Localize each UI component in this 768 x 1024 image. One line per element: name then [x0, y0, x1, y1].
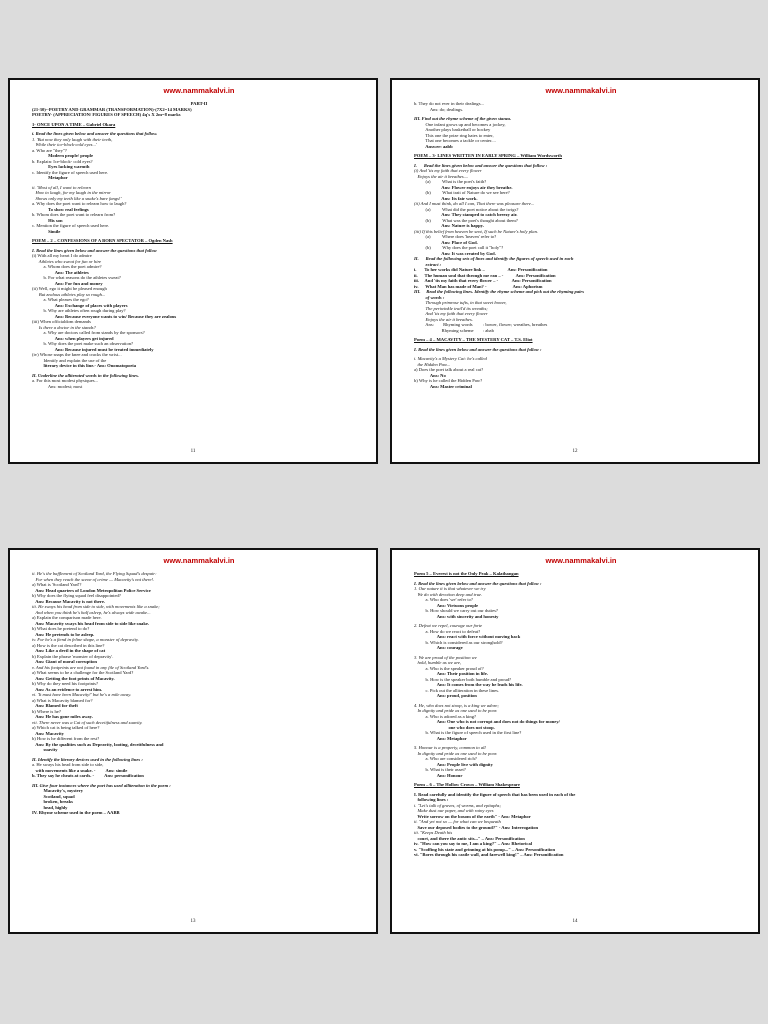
text-line: b. Why are athletes often rough during play? — [32, 308, 126, 313]
text-line: Ans: react with force without moving back — [414, 634, 521, 639]
text-line: III. Find out the rhyme scheme of the given stanza. — [414, 116, 512, 121]
text-line: Poem 5 – Everest is not the Only Peak – Kalathangan — [414, 571, 519, 576]
text-line: Poem – 6 – The Hollow Crown – William Shakespeare — [414, 782, 520, 787]
text-line: One infant grows up and becomes a jockey, — [414, 121, 506, 127]
text-line: iii. He sways his head from side to side, with movements like a snake; — [32, 604, 160, 609]
text-line: I. Read the lines given below and answer the questions that follow : — [414, 346, 542, 352]
text-line: The periwinkle trail'd its wreaths; — [414, 305, 488, 311]
text-line: PART-II — [190, 101, 208, 106]
page-number: 14 — [572, 919, 578, 924]
text-line: (ii) Well, ego it might be pleased enough — [32, 286, 107, 291]
text-line: court, and there the antic sits..." – Ans: Personification — [414, 835, 525, 841]
text-line: Ans: Nature is happy. — [414, 223, 484, 228]
text-line: That one becomes a tackle or center.... — [414, 138, 496, 143]
text-line: (a) What did the poet notice about the twigs? — [414, 206, 519, 212]
text-line: Ans: Blamed for theft — [32, 703, 78, 708]
text-line: I. Read carefully and identify the figure of speech that has been used in each of the — [414, 791, 576, 797]
text-line: a. Who are considered rich? — [414, 756, 477, 761]
text-line: ii. 'Most of all, I want to relearn — [32, 184, 91, 190]
text-line: Make dust our paper, and with rainy eyes — [414, 808, 494, 813]
text-line: vi. "Bores through his castle wall, and farewell king!" – Ans: Personification — [414, 852, 564, 857]
text-line: (i) And 'tis my faith that every flower — [414, 168, 482, 173]
text-line: Enjoys the air it breathes. — [414, 316, 473, 322]
text-line: a. Who is adored as a king? — [414, 713, 477, 719]
text-line: head, highly — [32, 804, 68, 810]
text-line: Ans: Their position in life. — [414, 671, 488, 676]
text-line: iv. What Man has made of Man? - Ans: Aphorism — [414, 283, 543, 289]
text-line: Rhyming scheme : abab — [414, 327, 494, 333]
text-line: of words : — [414, 294, 445, 300]
page-12 — [390, 78, 760, 464]
text-line: Ans: Macavity sways his head from side to side like snake. — [32, 620, 150, 626]
text-line: Ans: proud, position — [414, 693, 477, 698]
text-line: (iii) When officialdom demands — [32, 319, 91, 324]
text-line: a. What pleases the ego? — [32, 297, 89, 302]
text-line: 1. Our nature it is that whatever we try — [414, 586, 486, 591]
text-line: (b) What was the poet's thought about them? — [414, 217, 518, 223]
text-line: Ans: Master criminal — [414, 383, 472, 389]
text-line: iii. "Keeps Death his — [414, 830, 453, 835]
text-line: b. What is the figure of speech used in the first line? — [414, 730, 522, 735]
text-line: a) What seems to be a challenge for the Scotland Yard? — [32, 670, 134, 675]
text-line: Ans: For fun and money — [32, 280, 103, 286]
text-line: Ans: Giant of moral corruption — [32, 659, 97, 664]
text-line: a. Who are "they"? — [32, 147, 67, 153]
text-line: Ans: Head quarters of London Metropolitan Police Service — [32, 587, 151, 593]
text-line: Save our deposed bodies to the ground?" - Ans: Interrogation — [414, 824, 539, 830]
text-line: Ans: Rhyming words : bower, flower; wreathes, breathes — [414, 322, 548, 327]
text-line: POETRY- (APPRECIATION/ FIGURES OF SPEECH) 4q's X 2m=8 marks — [32, 112, 181, 117]
text-line: iv. "How can you say to me, I am a king?" – Ans: Rhetorical — [414, 841, 533, 846]
text-line: II. Underline the alliterated words in the following lines. — [32, 372, 139, 378]
text-line: (ii) And I must think, do all I can, That there was pleasure there... — [414, 201, 535, 206]
text-line: 3. We are proud of the position we — [414, 654, 477, 660]
text-line: a. Who is the speaker proud of? — [414, 665, 484, 671]
text-line: POEM – 2 – CONFESSIONS OF A BORN SPECTATOR – Ogden Nash — [32, 238, 173, 243]
text-line: c. Pick out the alliteration in these lines. — [414, 687, 500, 693]
text-line: hold, humble as we are, — [414, 660, 462, 665]
text-line: i. "Let's talk of graves, of worms, and epitaphs; — [414, 802, 502, 808]
text-line: b. Why does the poet make such an observation? — [32, 341, 134, 346]
text-line: While their ice-block-cold eyes...' — [32, 142, 97, 147]
text-line: b) Why do they need his footprints? — [32, 681, 99, 686]
text-line: Ans: One who is not corrupt and does not do things for money/ — [414, 719, 560, 724]
website-watermark[interactable]: www.nammakalvi.in — [163, 556, 235, 565]
text-line: a. Why does the poet want to relearn how to laugh? — [32, 201, 127, 206]
page-number: 12 — [572, 449, 578, 454]
text-line: i. To her works did Nature link – Ans: Personification — [414, 267, 548, 272]
text-line: a) Which cat is being talked of here? — [32, 725, 100, 730]
text-line: Ans: Place of God. — [414, 239, 478, 245]
text-line: ii. "And yet not so — for what can we bequeath — [414, 819, 501, 824]
text-line: b) How is he different from the rest? — [32, 736, 100, 741]
text-line: vii. There never was a Cat of such deceitfulness and suavity. — [32, 719, 143, 725]
text-line: And when you think he's half asleep, he's always wide awake... — [32, 609, 151, 615]
text-line: (a) Where does 'heaven' refer to? — [414, 234, 497, 239]
text-line: Modern people/ people — [32, 153, 93, 158]
text-line: literary device in this line.- Ans: Onomatopoeia — [32, 363, 136, 368]
text-line: Ans: Virtuous people — [414, 602, 479, 608]
text-line: (b) What trait of Nature do we see here? — [414, 190, 510, 195]
text-line: suavity — [32, 747, 58, 752]
text-line: a. How do we react to defeat? — [414, 628, 481, 634]
text-line: II. Read the following sets of lines and identify the figures of speech used in each — [414, 256, 574, 261]
text-line: iii. And 'tis my faith that every flower – - Ans: Personification — [414, 278, 552, 283]
text-line: Ans: Its fair work. — [414, 195, 478, 201]
text-line: III. Give four instances where the poet has used alliteration in the poem : — [32, 782, 171, 788]
text-line: vi. 'It must have been Macavity!' but he's a mile away. — [32, 692, 132, 697]
text-line: Answer: aabb — [414, 143, 453, 149]
text-line: We do with devotion deep and true. — [414, 591, 483, 597]
page-body — [414, 101, 748, 389]
text-line: Shows only my teeth like a snake's bare fangs!' — [32, 195, 122, 201]
text-line: But zealous athletes play so rough... — [32, 291, 106, 297]
page-body — [32, 101, 366, 389]
text-line: Ans: Honour — [414, 772, 463, 778]
text-line: Athletes who sweat for fun or hire — [32, 258, 102, 264]
text-line: Simile — [32, 228, 61, 234]
page-13 — [8, 548, 378, 934]
text-line: I. Read the lines given below and answer the questions that follow — [32, 247, 157, 253]
text-line: II. Identify the literary devices used in the following lines : — [32, 756, 143, 762]
text-line: a) Does the poet talk about a real cat? — [414, 367, 484, 372]
text-line: Ans: He has gone miles away. — [32, 714, 93, 719]
text-line: How to laugh, for my laugh in the mirror — [32, 190, 111, 195]
text-line: Is there a doctor in the stands? — [32, 324, 96, 330]
text-line: (a) What is the poet's faith? — [414, 179, 487, 184]
text-line: (iii) If this belief from heaven be sent, If such be Nature's holy plan. — [414, 228, 539, 234]
text-line: b. How is the speaker both humble and proud? — [414, 676, 512, 682]
text-line: Ans: do; dealings. — [414, 106, 464, 112]
text-line: Ans: courage — [414, 645, 463, 650]
text-line: Ans: It was created by God. — [414, 250, 496, 256]
text-line: b. Which is considered as our stronghold? — [414, 639, 503, 645]
text-line: Write sorrow on the bosom of the earth" - Ans: Metaphor — [414, 813, 531, 819]
text-line: His son — [32, 217, 63, 223]
text-line: the Hidden Paw... — [414, 361, 451, 367]
text-line: a. Whom does the poet admire? — [32, 264, 102, 269]
text-line: Ans: Getting the foot prints of Macavity. — [32, 675, 115, 681]
text-line: b. They say he cheats at cards. - Ans: personification — [32, 773, 144, 778]
text-line: 5. Honour is a property, common to all — [414, 745, 486, 750]
text-line: Ans: They stamped to catch breezy air. — [414, 212, 518, 217]
text-line: a. Who does 'we' refer to? — [414, 597, 473, 602]
text-line: Ans: with sincerity and honesty — [414, 613, 499, 619]
text-line: Ans: Because Macavity is not there. — [32, 598, 106, 604]
text-line: Ans: By the qualities such as Depravity, looting, deceitfulness and — [32, 741, 164, 747]
text-line: Ans: The athletes — [32, 269, 89, 275]
text-line: a. He sways his head from side to side, — [32, 762, 104, 767]
text-line: In dignity and pride as one used to be poor. — [414, 708, 498, 713]
text-line: Ans: Metaphor — [414, 735, 467, 741]
text-line: Ans: Macavity — [32, 730, 64, 736]
text-line: c. Identify the figure of speech used here. — [32, 169, 109, 175]
text-line: III. Read the following lines. Identify the rhyme scheme and pick out the rhyming pairs — [414, 289, 584, 294]
page-11 — [8, 78, 378, 464]
text-line: Enjoys the air it breathes.... — [414, 173, 469, 179]
text-line: 1. 'But now they only laugh with their teeth, — [32, 136, 113, 142]
website-watermark[interactable]: www.nammakalvi.in — [545, 556, 617, 565]
text-line: with movements like a snake. - Ans: simile — [32, 767, 128, 773]
text-line: b. Explain: Ice-block- cold eyes? — [32, 158, 93, 164]
text-line: b. For what reasons do the athletes sweat? — [32, 275, 121, 280]
text-line: Ans: As an evidence to arrest him. — [32, 686, 103, 692]
text-line: Ans: modest; most — [32, 383, 83, 389]
text-line: POEM – 3- LINES WRITTEN IN EARLY SPRING – William Wordsworth — [414, 153, 562, 158]
text-line: Ans: Because injured must be treated immediately — [32, 346, 154, 352]
text-line: a) Explain the comparison made here. — [32, 615, 102, 620]
text-line: Ans: He pretends to be asleep. — [32, 631, 95, 637]
text-line: Ans: Flower enjoys air they breathe. — [414, 184, 513, 190]
text-line: This one the prize ring hates to enter, — [414, 132, 494, 138]
website-watermark[interactable]: www.nammakalvi.in — [163, 86, 235, 95]
text-line: For when they reach the scene of crime — Macavity's not there!. — [32, 576, 155, 582]
text-line: b) What does he pretend to do? — [32, 626, 90, 631]
page-number: 11 — [190, 449, 196, 454]
text-line: 2. Defeat we repel, courage our forte — [414, 623, 483, 628]
text-line: b. How should we carry out our duties? — [414, 608, 498, 613]
text-line: a) How is the cat described in this line? — [32, 642, 105, 648]
website-watermark[interactable]: www.nammakalvi.in — [545, 86, 617, 95]
text-line: v. And his footprints are not found in any file of Scotland Yard's. — [32, 664, 150, 670]
text-line: Ans: People live with dignity — [414, 761, 493, 767]
text-line: i. Macavity's a Mystery Cat: he's called — [414, 356, 487, 361]
text-line: Ans: Because everyone wants to win/ Because they are zealous — [32, 313, 177, 319]
text-line: Ans: when players get injured — [32, 335, 114, 341]
text-line: IV. Rhyme scheme used in the poem – AABB — [32, 810, 120, 815]
text-line: Ans: No — [414, 372, 446, 378]
text-line: Ans: Exchange of places with players — [32, 302, 128, 308]
text-line: b) Explain the phrase 'monster of depravity'. — [32, 653, 114, 659]
text-line: I. Read the lines given below and answer the questions that follow : — [414, 162, 548, 168]
text-line: b. What is their asset? — [414, 767, 466, 772]
text-line: Macavity's, mystery — [32, 788, 84, 793]
text-line: a) What is 'Scotland Yard'? — [32, 582, 82, 587]
text-line: 4. He, who does not stoop, is a king we adore; — [414, 702, 499, 708]
text-line: 1- ONCE UPON A TIME – Gabriel Okara — [32, 121, 116, 127]
text-line: Eyes lacking warmth — [32, 164, 90, 169]
text-line: ii. The human soul that through me ran – - Ans: Personification — [414, 272, 556, 278]
text-line: (b) Why does the poet call it "holy"? — [414, 245, 504, 250]
page-14 — [390, 548, 760, 934]
text-line: a. Why are doctors called from stands by the sponsors? — [32, 330, 145, 335]
text-line: And 'tis my faith that every flower — [414, 311, 488, 316]
page-body — [32, 571, 366, 816]
text-line: (21-30)--POETRY AND GRAMMAR (TRANSFORMATION)-(7X2=14 MARKS) — [32, 106, 192, 112]
text-line: Scotland, squad — [32, 793, 75, 799]
text-line: c. Mention the figure of speech used here. — [32, 223, 110, 228]
text-line: Through primrose tufts, in that sweet bower, — [414, 300, 507, 305]
text-line: iv. For he's a fiend in feline shape, a monster of depravity. — [32, 637, 139, 642]
text-line: (iv) Whose snaps the knee and cracks the wrist... — [32, 352, 122, 357]
text-line: v. "Scoffing his state and grinning at his pomp..." – Ans: Personification — [414, 846, 556, 852]
page-body — [414, 571, 748, 858]
text-line: Metaphor — [32, 175, 68, 180]
text-line: In dignity and pride as one used to be poor. — [414, 750, 498, 756]
text-line: (i) With all my heart I do admire — [32, 253, 92, 258]
text-line: Ans: It comes from the way he leads his life. — [414, 682, 523, 687]
text-line: Identify and explain the use of the — [32, 357, 107, 363]
text-line: b. Whom does the poet want to relearn from? — [32, 212, 116, 217]
text-line: I. Read the lines given below and answer the questions that follow : — [414, 580, 542, 586]
text-line: To show real feelings — [32, 206, 89, 212]
text-line: ii. He's the bafflement of Scotland Yard, the Flying Squad's despair: — [32, 571, 157, 576]
text-line: Ans: Like a devil in the shape of cat — [32, 648, 106, 653]
text-line: i. Read the lines given below and answer the questions that follow. — [32, 131, 158, 136]
text-line: a) What is Macavity blamed for? — [32, 697, 93, 703]
text-line: b) Why is he called the Hidden Paw? — [414, 378, 483, 383]
text-line: b. They do not ever in their dealings... — [414, 101, 484, 106]
text-line: a. For this most modest physiques... — [32, 378, 98, 383]
text-line: b) Why does the flying squad feel disappointed? — [32, 593, 121, 598]
text-line: one who does not stoop. — [414, 724, 495, 730]
text-line: extract : — [414, 261, 442, 267]
text-line: Another plays basketball or hockey — [414, 127, 491, 132]
text-line: b) Where is he? — [32, 708, 61, 714]
text-line: following lines : — [414, 797, 449, 802]
text-line: Poem – 4 – MACAVITY – THE MYSTERY CAT – T.S. Eliot — [414, 337, 533, 342]
page-number: 13 — [190, 919, 196, 924]
text-line: broken, breaks — [32, 799, 73, 804]
